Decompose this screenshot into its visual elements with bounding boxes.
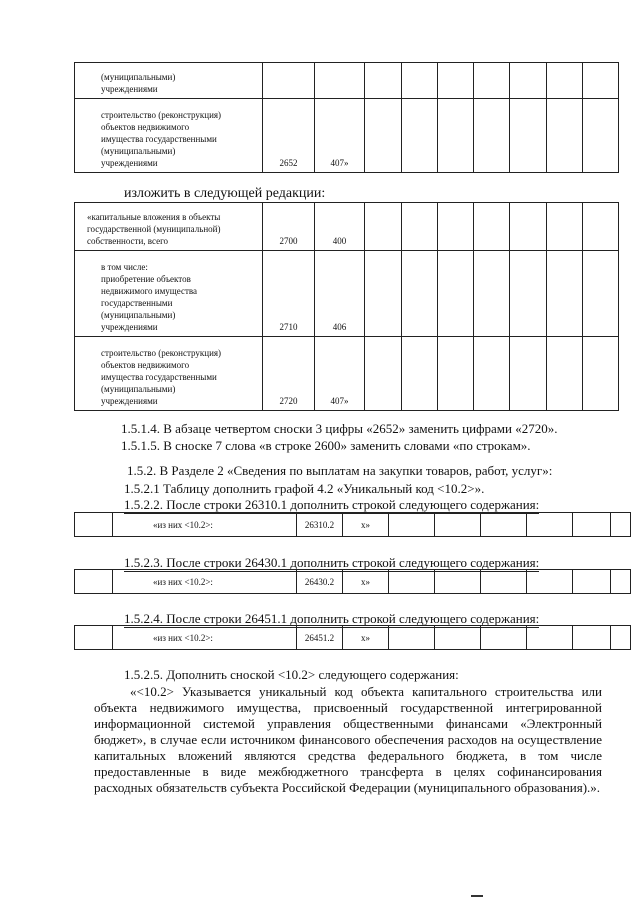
row-code: 26430.2	[297, 570, 343, 594]
row-kbk: 406	[315, 251, 365, 337]
row-mark: х»	[343, 626, 389, 650]
footnote-text: «<10.2> Указывается уникальный код объекта капитального строительства или объекта недвижимого имущества, присвоенный государственной интегрированной информационной системой управления общественными финансами «Электронный бюджет», в случае если источником финансового обеспечения расходов на осуществление капитальных вложений являются средства федерального бюджета, в том числе предоставленные в виде межбюджетного трансферта в целях софинансирования расходных обязательств субъекта Российской Федерации (муниципального образования).».	[94, 684, 602, 795]
paragraph-1515: 1.5.1.5. В сноске 7 слова «в строке 2600» заменить словами «по строкам».	[121, 438, 531, 453]
table-row	[75, 203, 619, 251]
intro-text: изложить в следующей редакции:	[124, 186, 326, 201]
paragraph-1525: 1.5.2.5. Дополнить сноской <10.2> следующего содержания:	[124, 667, 459, 682]
row-description: (муниципальными) учреждениями	[75, 63, 263, 99]
table-row	[75, 251, 619, 337]
table-row	[75, 63, 619, 99]
row-kbk: 407»	[315, 337, 365, 411]
row-description: строительство (реконструкция) объектов недвижимого имущества государственными (муниципальными) учреждениями	[75, 337, 263, 411]
table-row	[75, 570, 631, 594]
paragraph-1523: 1.5.2.3. После строки 26430.1 дополнить строкой следующего содержания:	[124, 555, 540, 570]
row-code: 2700	[263, 203, 315, 251]
row-label: «из них <10.2>:	[113, 626, 297, 650]
row-kbk: 407»	[315, 99, 365, 173]
row-mark: х»	[343, 513, 389, 537]
table-1	[74, 62, 619, 173]
paragraph-1514: 1.5.1.4. В абзаце четвертом сноски 3 цифры «2652» заменить цифрами «2720».	[121, 421, 558, 436]
row-description: строительство (реконструкция) объектов недвижимого имущества государственными (муниципальными) учреждениями	[75, 99, 263, 173]
table-row	[75, 337, 619, 411]
table-2	[74, 202, 619, 411]
paragraph-152: 1.5.2. В Разделе 2 «Сведения по выплатам на закупки товаров, работ, услуг»:	[127, 463, 553, 478]
row-code: 26310.2	[297, 513, 343, 537]
row-label: «из них <10.2>:	[113, 513, 297, 537]
row-code	[263, 63, 315, 99]
row-description: в том числе: приобретение объектов недвижимого имущества государственными (муниципальными) учреждениями	[75, 251, 263, 337]
paragraph-1521: 1.5.2.1 Таблицу дополнить графой 4.2 «Уникальный код <10.2>».	[124, 481, 485, 496]
row-label: «из них <10.2>:	[113, 570, 297, 594]
paragraph-1522: 1.5.2.2. После строки 26310.1 дополнить строкой следующего содержания:	[124, 497, 540, 512]
paragraph-1524: 1.5.2.4. После строки 26451.1 дополнить строкой следующего содержания:	[124, 611, 540, 626]
row-kbk	[315, 63, 365, 99]
row-kbk: 400	[315, 203, 365, 251]
table-row	[75, 626, 631, 650]
row-mark: х»	[343, 570, 389, 594]
row-code: 26451.2	[297, 626, 343, 650]
page-mark	[471, 895, 483, 897]
row-code: 2720	[263, 337, 315, 411]
row-code: 2652	[263, 99, 315, 173]
table-row	[75, 99, 619, 173]
row-code: 2710	[263, 251, 315, 337]
small-table-2	[74, 569, 631, 594]
small-table-3	[74, 625, 631, 650]
row-description: «капитальные вложения в объекты государственной (муниципальной) собственности, всего	[75, 203, 263, 251]
table-row	[75, 513, 631, 537]
small-table-1	[74, 512, 631, 537]
